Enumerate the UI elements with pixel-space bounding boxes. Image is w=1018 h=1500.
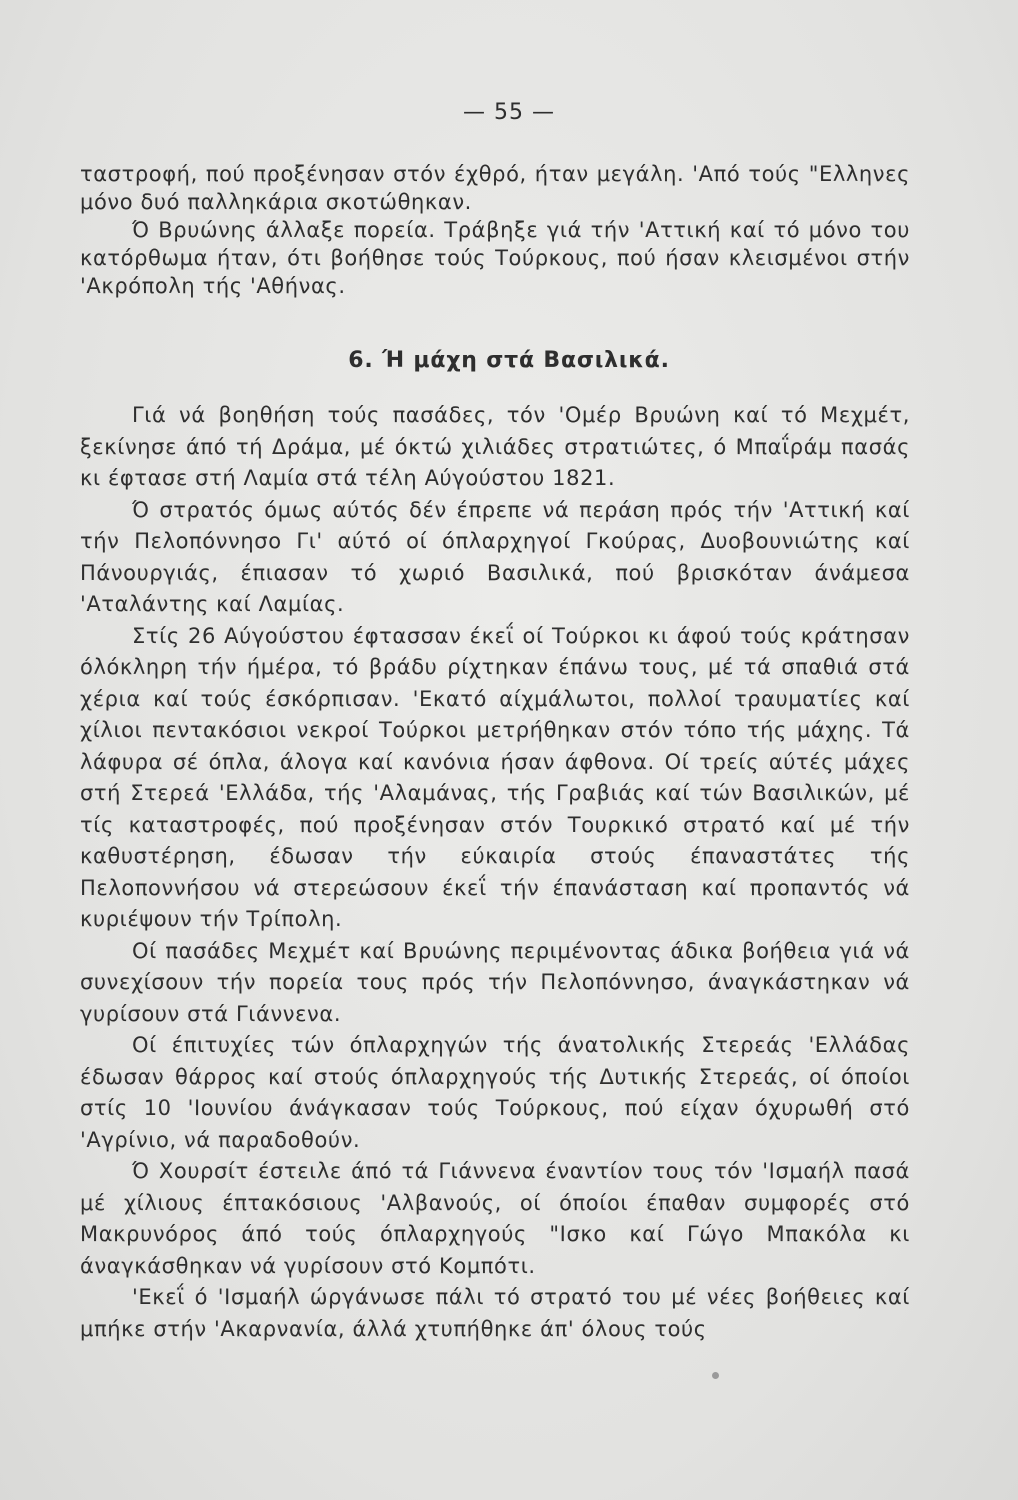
main-paragraph-2: Ό στρατός όμως αύτός δέν έπρεπε νά περάση πρός τήν 'Αττική καί τήν Πελοπόννησο Γι' αύτό οί όπλαρχηγοί Γκούρας, Δυοβουνιώτης καί Πάνουργιάς, έπιασαν τό χωριό Βασιλικά, πού βρισκόταν άνάμεσα 'Αταλάντης καί Λαμίας. — [80, 497, 910, 616]
intro-paragraph-2: Ό Βρυώνης άλλαξε πορεία. Τράβηξε γιά τήν 'Αττική καί τό μόνο του κατόρθωμα ήταν, ότι βοήθησε τούς Τούρκους, πού ήσαν κλεισμένοι στήν 'Ακρόπολη τής 'Αθήνας. — [80, 218, 910, 298]
main-paragraph-3: Στίς 26 Αύγούστου έφτασσαν έκεΐ οί Τούρκοι κι άφού τούς κράτησαν όλόκληρη τήν ήμέρα, τό βράδυ ρίχτηκαν έπάνω τους, μέ τά σπαθιά στά χέρια καί τούς έσκόρπισαν. 'Εκατό αίχμάλωτοι, πολλοί τραυματίες καί χίλιοι πεντακόσιοι νεκροί Τούρκοι μετρήθηκαν στόν τόπο τής μάχης. Τά λάφυρα σέ όπλα, άλογα καί κανόνια ήσαν άφθονα. Οί τρείς αύτές μάχες στή Στερεά 'Ελλάδα, τής 'Αλαμάνας, τής Γραβιάς καί τών Βασιλικών, μέ τίς καταστροφές, πού προξένησαν στόν Τουρκικό στρατό καί μέ τήν καθυστέρηση, έδωσαν τήν εύκαιρία στούς έπαναστάτες τής Πελοποννήσου νά στερεώσουν έκεΐ τήν έπανάσταση καί προπαντός νά κυριέψουν τήν Τρίπολη. — [80, 623, 910, 931]
main-paragraph-7: 'Εκεΐ ό 'Ισμαήλ ώργάνωσε πάλι τό στρατό του μέ νέες βοήθειες καί μπήκε στήν 'Ακαρνανία, άλλά χτυπήθηκε άπ' όλους τούς — [80, 1285, 910, 1341]
main-paragraph-6: Ό Χουρσίτ έστειλε άπό τά Γιάννενα έναντίον τους τόν 'Ισμαήλ πασά μέ χίλιους έπτακόσιους 'Αλβανούς, οί όποίοι έπαθαν συμφορές στό Μακρυνόρος άπό τούς όπλαρχηγούς "Ισκο καί Γώγο Μπακόλα κι άναγκάσθηκαν νά γυρίσουν στό Κομπότι. — [80, 1159, 910, 1278]
intro-text — [80, 160, 910, 300]
main-paragraph-5: Οί έπιτυχίες τών όπλαρχηγών τής άνατολικής Στερεάς 'Ελλάδας έδωσαν θάρρος καί στούς όπλαρχηγούς τής Δυτικής Στερεάς, οί όποίοι στίς 10 'Ιουνίου άνάγκασαν τούς Τούρκους, πού είχαν όχυρωθή στό 'Αγρίνιο, νά παραδοθούν. — [80, 1033, 910, 1152]
ink-spot — [712, 1372, 719, 1379]
main-paragraph-1: Γιά νά βοηθήση τούς πασάδες, τόν 'Ομέρ Βρυώνη καί τό Μεχμέτ, ξεκίνησε άπό τή Δράμα, μέ όκτώ χιλιάδες στρατιώτες, ό Μπαΐράμ πασάς κι έφτασε στή Λαμία στά τέλη Αύγούστου 1821. — [80, 403, 910, 490]
intro-paragraph-1: ταστροφή, πού προξένησαν στόν έχθρό, ήταν μεγάλη. 'Από τούς "Ελληνες μόνο δυό παλληκάρια σκοτώθηκαν. — [80, 162, 910, 214]
main-paragraph-4: Οί πασάδες Μεχμέτ καί Βρυώνης περιμένοντας άδικα βοήθεια γιά νά συνεχίσουν τήν πορεία τους πρός τήν Πελοπόννησο, άναγκάστηκαν νά γυρίσουν στά Γιάννενα. — [80, 938, 910, 1026]
section-heading: 6. Ή μάχη στά Βασιλικά. — [348, 348, 670, 373]
page-number: — 55 — — [463, 100, 555, 125]
main-text — [80, 400, 910, 1345]
